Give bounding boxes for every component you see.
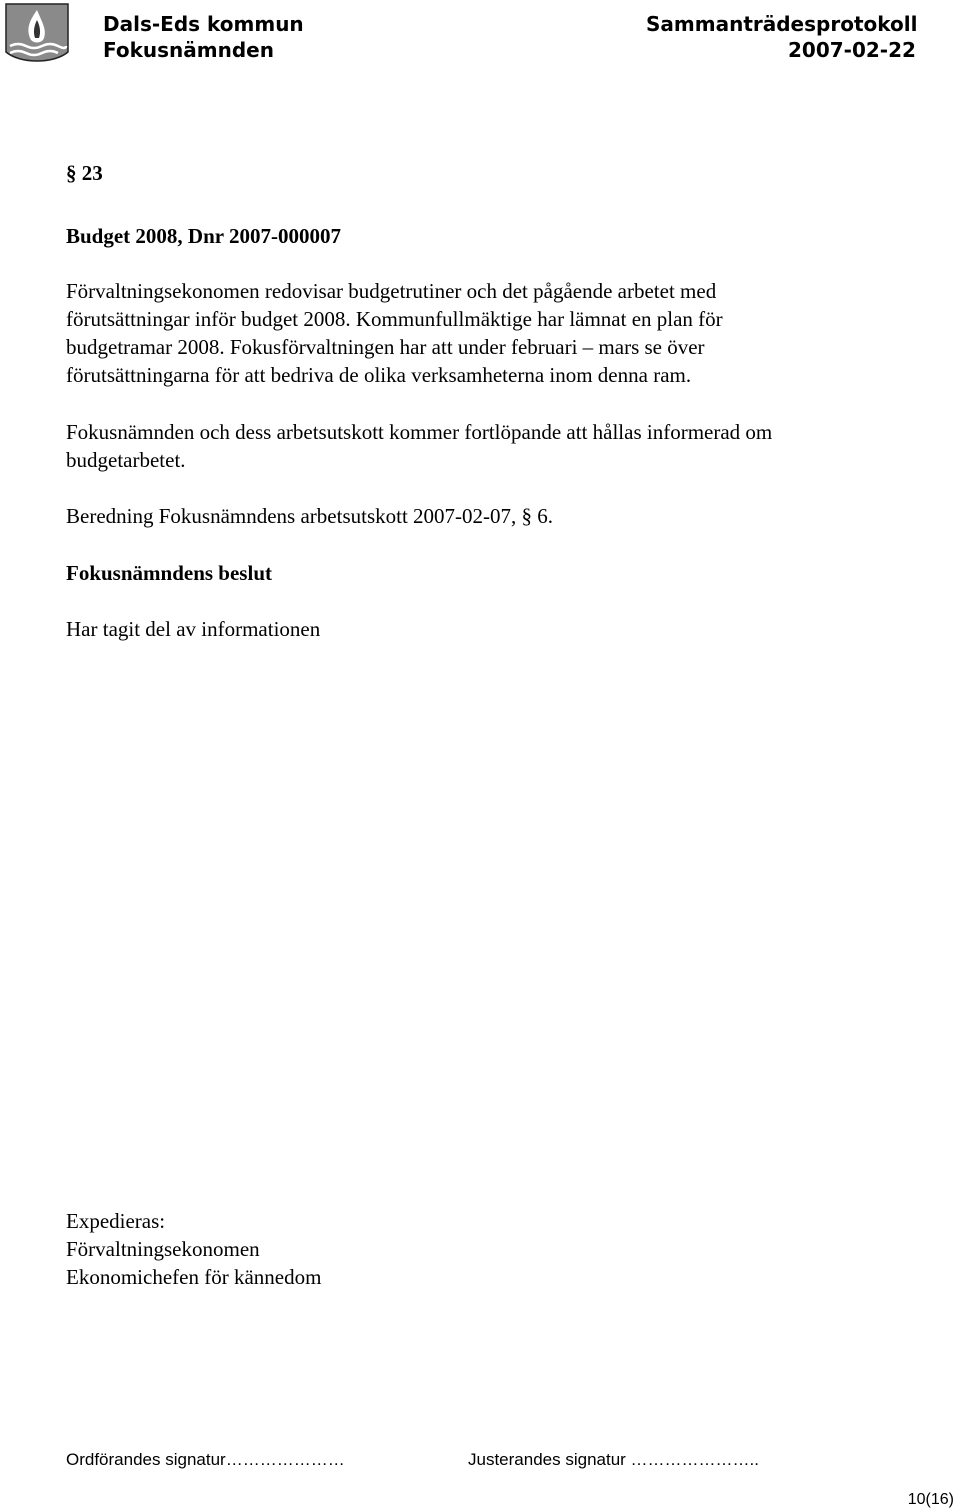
paragraph-1-line: förutsättningarna för att bedriva de olika verksamheterna inom denna ram. xyxy=(66,363,692,387)
decision-text: Har tagit del av informationen xyxy=(66,617,321,641)
paragraph-1-line: budgetramar 2008. Fokusförvaltningen har att under februari – mars se över xyxy=(66,335,705,359)
dispatch-label: Expedieras: xyxy=(66,1209,166,1233)
municipality-logo-icon xyxy=(4,2,70,68)
document-type: Sammanträdesprotokoll xyxy=(646,12,918,36)
page-number: 10(16) xyxy=(907,1491,954,1508)
dispatch-recipient: Förvaltningsekonomen xyxy=(66,1237,260,1261)
chair-signature-field: Ordförandes signatur………………… xyxy=(66,1450,345,1469)
paragraph-1-line: Förvaltningsekonomen redovisar budgetrutiner och det pågående arbetet med xyxy=(66,279,717,303)
section-title: Budget 2008, Dnr 2007-000007 xyxy=(66,224,341,248)
decision-heading: Fokusnämndens beslut xyxy=(66,561,272,585)
preparation-note: Beredning Fokusnämndens arbetsutskott 2007-02-07, § 6. xyxy=(66,504,554,528)
paragraph-2-line: budgetarbetet. xyxy=(66,448,186,472)
meeting-date: 2007-02-22 xyxy=(788,38,916,62)
adjuster-signature-field: Justerandes signatur ………………….. xyxy=(468,1450,759,1469)
section-number: § 23 xyxy=(66,161,103,185)
paragraph-1-line: förutsättningar inför budget 2008. Kommunfullmäktige har lämnat en plan för xyxy=(66,307,723,331)
paragraph-2-line: Fokusnämnden och dess arbetsutskott kommer fortlöpande att hållas informerad om xyxy=(66,420,773,444)
municipality-name: Dals-Eds kommun xyxy=(103,12,304,36)
committee-name: Fokusnämnden xyxy=(103,38,274,62)
dispatch-recipient: Ekonomichefen för kännedom xyxy=(66,1265,322,1289)
